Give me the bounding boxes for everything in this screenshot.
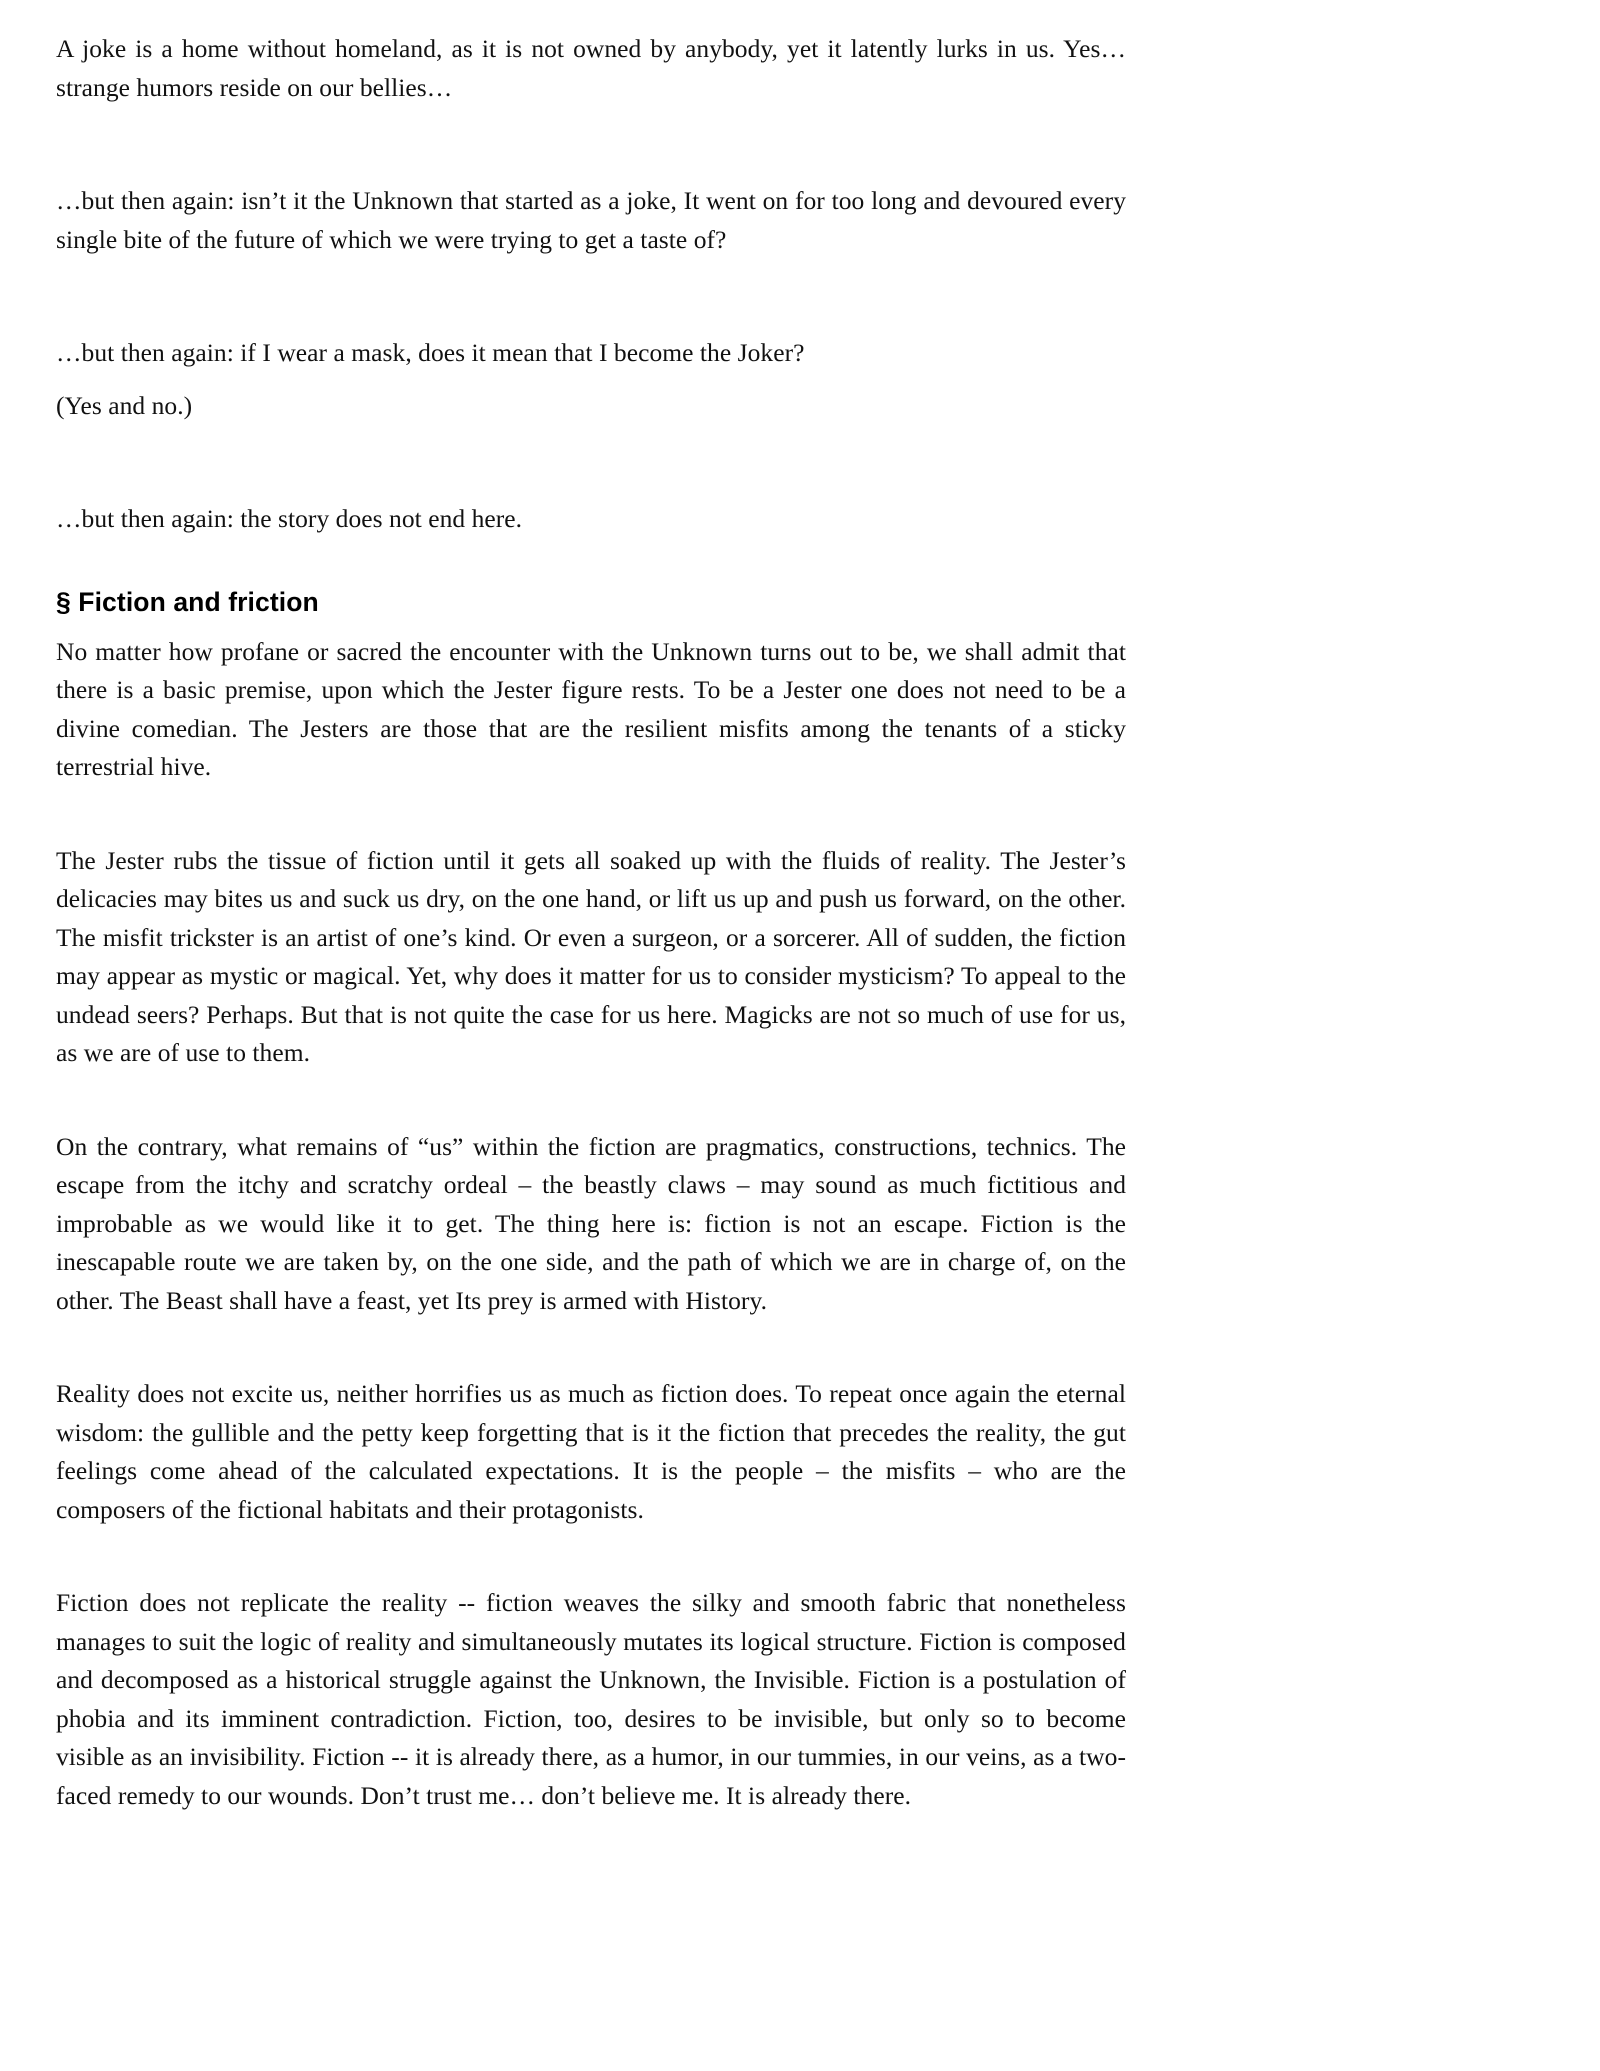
paragraph-joke-home: A joke is a home without homeland, as it is not owned by anybody, yet it latently lurks in us. Yes… strange humors reside on our bellies…: [56, 34, 1126, 102]
paragraph-unknown-joke: …but then again: isn’t it the Unknown that started as a joke, It went on for too long and devoured every single bite of the future of which we were trying to get a taste of?: [56, 186, 1126, 254]
heading-spacer: [56, 539, 1126, 585]
paragraph-yes-and-no: (Yes and no.): [56, 390, 193, 420]
paragraph-jester-premise: No matter how profane or sacred the encounter with the Unknown turns out to be, we shall admit that there is a basic premise, upon which the Jester figure rests. To be a Jester one does not need to be a divine comedian. The Jesters are those that are the resilient misfits among the tenants of a sticky terrestrial hive.: [56, 636, 1126, 781]
paragraph-spacer: [56, 259, 1126, 334]
paragraph-spacer: [56, 1320, 1126, 1375]
paragraph-spacer: [56, 1529, 1126, 1584]
document-text-column: [56, 0, 1126, 1815]
paragraph-spacer: [56, 425, 1126, 500]
paragraph-reality-does-not-excite: Reality does not excite us, neither horrifies us as much as fiction does. To repeat once again the eternal wisdom: the gullible and the petty keep forgetting that is it the fiction that precedes the reality, the gut feelings come ahead of the calculated expectations. It is the people – the misfits – who are the composers of the fictional habitats and their protagonists.: [56, 1379, 1126, 1524]
paragraph-pragmatics-constructions: On the contrary, what remains of “us” within the fiction are pragmatics, constructions, technics. The escape from the itchy and scratchy ordeal – the beastly claws – may sound as much fictitious and improbable as we would like it to get. The thing here is: fiction is not an escape. Fiction is the inescapable route we are taken by, on the one side, and the path of which we are in charge of, on the other. The Beast shall have a feast, yet Its prey is armed with History.: [56, 1131, 1126, 1315]
paragraph-spacer: [56, 1073, 1126, 1128]
heading-spacer: [56, 619, 1126, 633]
paragraph-spacer: [56, 373, 1126, 387]
paragraph-spacer: [56, 787, 1126, 842]
section-heading-fiction-and-friction: § Fiction and friction: [56, 586, 319, 617]
paragraph-fiction-does-not-replicate: Fiction does not replicate the reality -- fiction weaves the silky and smooth fabric that nonetheless manages to suit the logic of reality and simultaneously mutates its logical structure. Fiction is composed and decomposed as a historical struggle against the Unknown, the Invisible. Fiction is a postulation of phobia and its imminent contradiction. Fiction, too, desires to be invisible, but only so to become visible as an invisibility. Fiction -- it is already there, as a humor, in our tummies, in our veins, as a two-faced remedy to our wounds. Don’t trust me… don’t believe me. It is already there.: [56, 1588, 1126, 1810]
paragraph-jester-tissue-fiction: The Jester rubs the tissue of fiction until it gets all soaked up with the fluids of reality. The Jester’s delicacies may bites us and suck us dry, on the one hand, or lift us up and push us forward, on the other. The misfit trickster is an artist of one’s kind. Or even a surgeon, or a sorcerer. All of sudden, the fiction may appear as mystic or magical. Yet, why does it matter for us to consider mysticism? To appeal to the undead seers? Perhaps. But that is not quite the case for us here. Magicks are not so much of use for us, as we are of use to them.: [56, 845, 1126, 1067]
paragraph-story-not-end: …but then again: the story does not end here.: [56, 504, 523, 533]
top-spacer: [56, 0, 1126, 30]
paragraph-mask-joker: …but then again: if I wear a mask, does it mean that I become the Joker?: [56, 338, 805, 367]
paragraph-spacer: [56, 107, 1126, 182]
